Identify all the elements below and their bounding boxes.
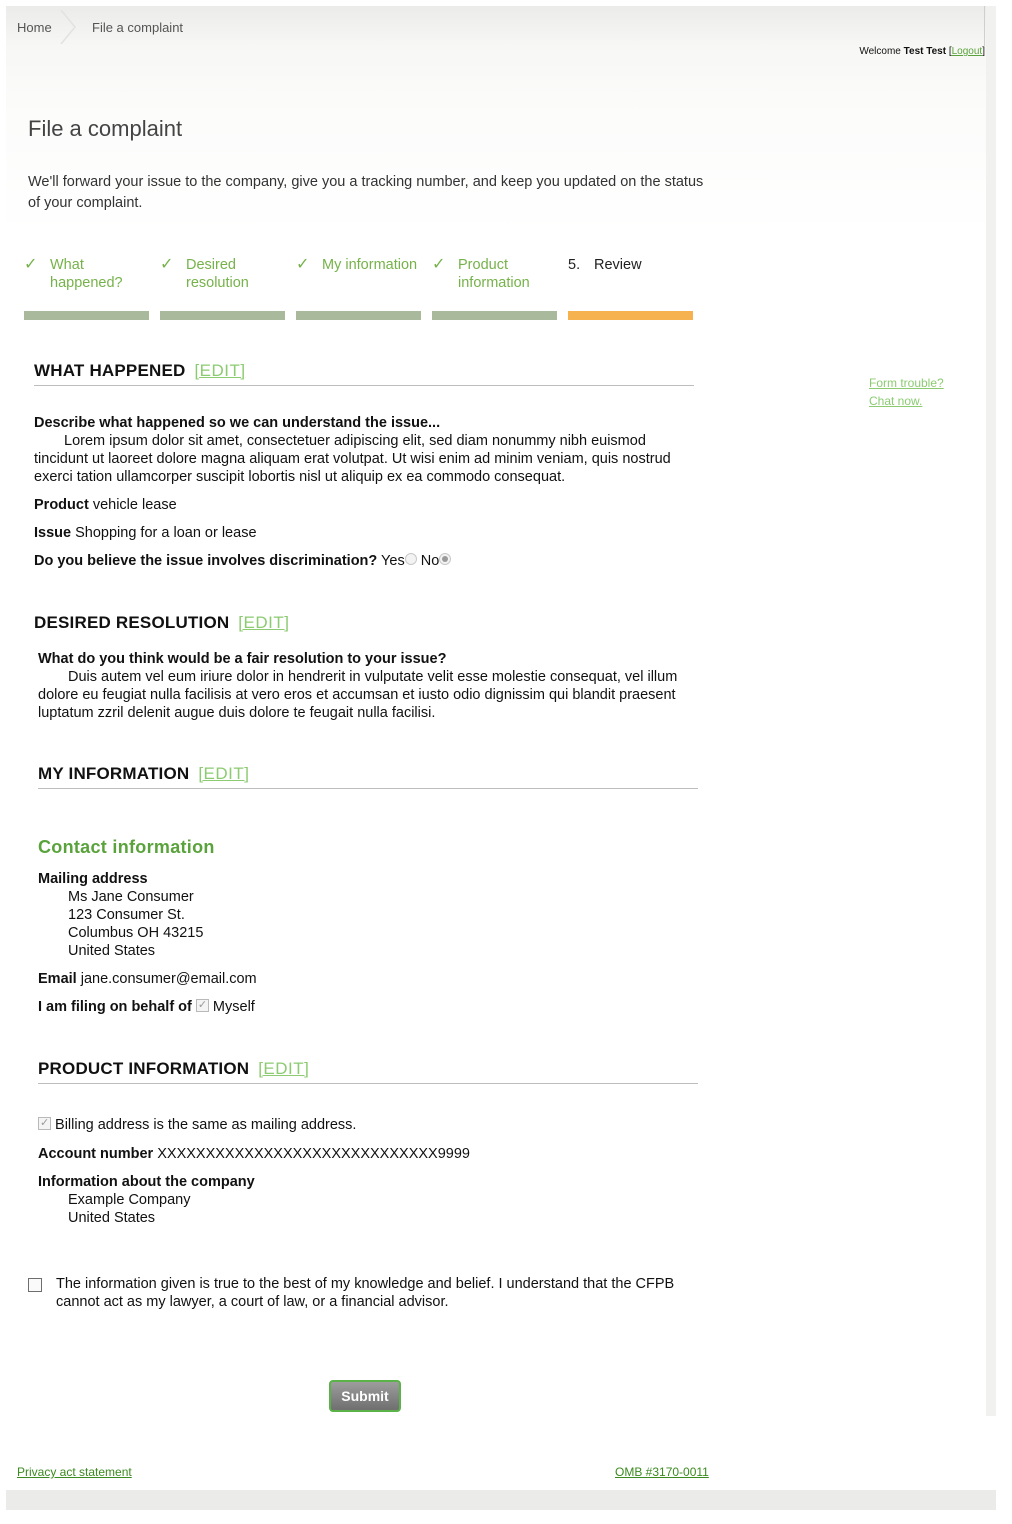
account-value: XXXXXXXXXXXXXXXXXXXXXXXXXXXXX9999	[157, 1146, 470, 1162]
section-divider	[38, 788, 698, 789]
section-title: DESIRED RESOLUTION	[34, 613, 230, 632]
section-divider	[38, 1083, 698, 1084]
step-label: Desired resolution	[186, 257, 249, 291]
omb-link[interactable]: OMB #3170-0011	[615, 1465, 709, 1479]
page-bottom-edge	[6, 1490, 996, 1510]
email-value: jane.consumer@email.com	[80, 971, 257, 987]
my-information-heading	[38, 764, 250, 784]
check-icon: ✓	[296, 256, 310, 273]
address-line: 123 Consumer St.	[68, 907, 185, 923]
header-divider	[984, 6, 985, 46]
welcome-text: Welcome	[859, 46, 901, 57]
mailing-address-label: Mailing address	[38, 871, 148, 887]
email-row	[38, 970, 257, 988]
step-progress-bar	[432, 311, 557, 320]
breadcrumb-current: File a complaint	[92, 20, 184, 35]
edit-what-happened-link[interactable]: [EDIT]	[194, 361, 246, 380]
contact-information-title: Contact information	[38, 837, 215, 857]
privacy-act-link[interactable]: Privacy act statement	[17, 1465, 132, 1479]
account-row	[38, 1145, 470, 1163]
discrimination-row	[34, 552, 451, 570]
email-label: Email	[38, 971, 77, 987]
section-title: WHAT HAPPENED	[34, 361, 186, 380]
issue-value: Shopping for a loan or lease	[75, 525, 257, 541]
check-icon: ✓	[160, 256, 174, 273]
what-happened-question: Describe what happened so we can understand the issue...	[34, 415, 441, 431]
chevron-right-icon	[60, 10, 76, 44]
billing-same-row	[38, 1116, 356, 1134]
company-line: United States	[68, 1210, 156, 1226]
breadcrumb-home-link[interactable]: Home	[17, 20, 52, 35]
page-intro: We'll forward your issue to the company, give you a tracking number, and keep you updated on the status of your complaint.	[28, 174, 704, 211]
page-title: File a complaint	[28, 116, 183, 141]
issue-row	[34, 524, 257, 542]
check-icon: ✓	[24, 256, 38, 273]
what-happened-heading	[34, 361, 246, 381]
step-label: Review	[594, 257, 642, 273]
resolution-question: What do you think would be a fair resolution to your issue?	[38, 651, 447, 667]
product-value: vehicle lease	[92, 497, 177, 513]
behalf-value: Myself	[212, 999, 255, 1015]
step-label: What happened?	[50, 257, 123, 291]
issue-label: Issue	[34, 525, 72, 541]
billing-same-label: Billing address is the same as mailing address.	[55, 1117, 357, 1133]
help-links	[869, 374, 944, 410]
company-line: Example Company	[68, 1192, 191, 1208]
section-title: PRODUCT INFORMATION	[38, 1059, 250, 1078]
radio-yes-label: Yes	[381, 553, 405, 569]
edit-product-information-link[interactable]: [EDIT]	[258, 1059, 310, 1078]
check-icon: ✓	[432, 256, 446, 273]
attestation-text: The information given is true to the best of my knowledge and belief. I understand that the CFPB cannot act as my lawyer, a court of law, or a financial advisor.	[56, 1276, 675, 1310]
company-label: Information about the company	[38, 1174, 255, 1190]
step-number: 5.	[568, 257, 581, 273]
desired-resolution-heading	[34, 613, 289, 633]
section-title: MY INFORMATION	[38, 764, 190, 783]
logout-link[interactable]: Logout	[951, 46, 983, 57]
product-label: Product	[34, 497, 89, 513]
behalf-checkbox[interactable]	[196, 999, 209, 1012]
radio-yes[interactable]	[405, 553, 417, 565]
product-information-heading	[38, 1059, 309, 1079]
step-label: My information	[322, 257, 418, 273]
address-line: United States	[68, 943, 156, 959]
user-name: Test Test	[903, 46, 947, 57]
step-progress-bar	[296, 311, 421, 320]
what-happened-answer: Lorem ipsum dolor sit amet, consectetuer adipiscing elit, sed diam nonummy nibh euismod tincidunt ut laoreet dolore magna aliquam erat volutpat. Ut wisi enim ad minim veniam, quis nostrud exerci tation ullamcorper suscipit lobortis nisl ut aliquip ex ea commodo consequat.	[34, 433, 671, 485]
page-edge	[986, 6, 996, 1416]
resolution-answer: Duis autem vel eum iriure dolor in hendrerit in vulputate velit esse molestie consequat, vel illum dolore eu feugiat nulla facilisis at vero eros et accumsan et iusto odio dignissim qui blandit praesent luptatum zzril delenit augue duis dolore te feugait nulla facilisi.	[38, 669, 678, 721]
product-row	[34, 496, 177, 514]
edit-desired-resolution-link[interactable]: [EDIT]	[238, 613, 290, 632]
address-line: Ms Jane Consumer	[68, 889, 194, 905]
behalf-label: I am filing on behalf of	[38, 999, 192, 1015]
discrimination-label: Do you believe the issue involves discrimination?	[34, 553, 378, 569]
attestation-checkbox[interactable]	[28, 1278, 42, 1292]
address-line: Columbus OH 43215	[68, 925, 204, 941]
radio-no[interactable]	[439, 553, 451, 565]
section-divider	[34, 385, 694, 386]
billing-same-checkbox[interactable]	[38, 1117, 51, 1130]
welcome-bar: Welcome Test Test [Logout]	[859, 46, 985, 57]
form-trouble-link[interactable]: Form trouble?	[869, 376, 944, 390]
account-label: Account number	[38, 1146, 154, 1162]
step-progress-bar	[160, 311, 285, 320]
radio-no-label: No	[420, 553, 440, 569]
chat-now-link[interactable]: Chat now.	[869, 394, 923, 408]
behalf-row	[38, 998, 255, 1016]
edit-my-information-link[interactable]: [EDIT]	[198, 764, 250, 783]
step-label: Product information	[458, 257, 530, 291]
step-progress-bar	[24, 311, 149, 320]
step-progress-bar-current	[568, 311, 693, 320]
submit-button[interactable]: Submit	[329, 1380, 401, 1412]
